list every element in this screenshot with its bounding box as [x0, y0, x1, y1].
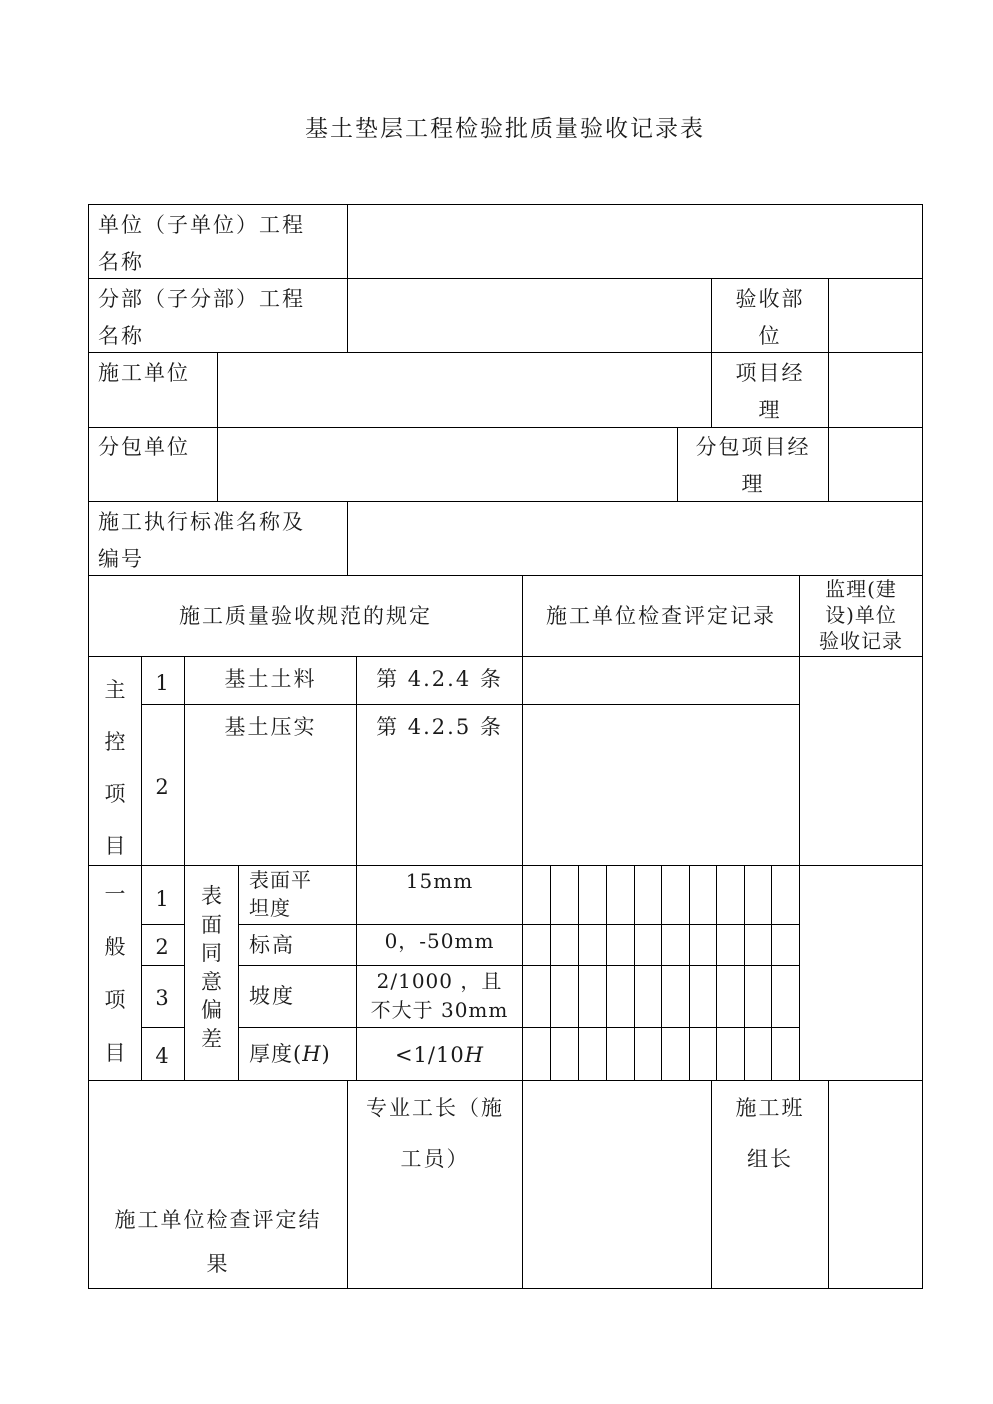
- supervision-header-cont: 设)单位: [825, 603, 897, 627]
- foreman-label: 专业工长（施: [366, 1096, 504, 1120]
- project-manager-label: 项目经: [735, 361, 805, 385]
- item-tolerance-cont: 不大于 30mm: [370, 998, 509, 1022]
- surface-deviation-label: 表 面 同 意 偏 差: [201, 884, 222, 1051]
- unit-project-name-field[interactable]: [349, 206, 921, 277]
- standard-name-field[interactable]: [349, 503, 921, 574]
- subcontract-manager-label-cont: 理: [741, 472, 765, 496]
- check-record-header: 施工单位检查评定记录: [546, 604, 776, 628]
- col-divider: [347, 501, 348, 576]
- team-leader-label: 施工班: [735, 1096, 805, 1120]
- check-record-field[interactable]: [524, 658, 798, 703]
- item-number: 2: [155, 935, 171, 959]
- subcontract-unit-label: 分包单位: [98, 435, 190, 459]
- row-divider: [88, 575, 923, 576]
- accept-part-label: 验收部: [735, 287, 805, 311]
- item-name: 基土压实: [224, 715, 317, 739]
- row-divider: [88, 865, 923, 866]
- col-divider: [828, 278, 829, 502]
- col-divider: [217, 352, 218, 502]
- unit-project-label-cont: 名称: [98, 250, 144, 274]
- col-divider: [522, 575, 523, 1081]
- item-number: 2: [155, 775, 171, 799]
- sub-project-label: 分部（子分部）工程: [98, 287, 305, 311]
- table-border-top: [88, 204, 923, 205]
- item-name: 厚度(H): [249, 1042, 331, 1066]
- item-tolerance: 2/1000 ，且: [376, 969, 503, 993]
- construction-unit-label: 施工单位: [98, 361, 190, 385]
- table-border-bottom: [88, 1288, 923, 1289]
- measurement-grid[interactable]: [524, 867, 798, 1079]
- sub-project-name-field[interactable]: [349, 280, 710, 351]
- item-tolerance: <1/10H: [394, 1043, 485, 1067]
- item-number: 1: [155, 887, 171, 911]
- item-number: 4: [155, 1044, 171, 1068]
- page-title: 基土垫层工程检验批质量验收记录表: [305, 116, 705, 142]
- col-divider: [238, 865, 239, 1081]
- standard-label: 施工执行标准名称及: [98, 510, 305, 534]
- spec-header: 施工质量验收规范的规定: [179, 604, 432, 628]
- team-leader-signature-field[interactable]: [830, 1082, 921, 1287]
- row-divider: [141, 1027, 185, 1028]
- accept-part-field[interactable]: [830, 280, 921, 351]
- col-divider: [347, 204, 348, 353]
- item-clause: 第 4.2.5 条: [376, 715, 503, 739]
- foreman-signature-field[interactable]: [524, 1082, 710, 1287]
- supervision-record-field[interactable]: [801, 658, 921, 864]
- subcontract-unit-field[interactable]: [219, 429, 676, 500]
- construction-unit-field[interactable]: [219, 354, 710, 426]
- subcontract-manager-label: 分包项目经: [695, 435, 811, 459]
- general-items-label: 一 般 项 目: [104, 882, 126, 1065]
- item-number: 3: [155, 986, 171, 1010]
- accept-part-label-cont: 位: [758, 324, 782, 348]
- table-border-right: [922, 204, 923, 1289]
- col-divider: [522, 1080, 523, 1289]
- row-divider: [88, 278, 923, 279]
- row-divider: [88, 1080, 923, 1081]
- item-tolerance: 15mm: [405, 869, 474, 893]
- col-divider: [141, 656, 142, 1081]
- item-name: 标高: [249, 933, 295, 957]
- team-leader-label-cont: 组长: [747, 1147, 793, 1171]
- item-number: 1: [155, 671, 171, 695]
- construction-result-label-cont: 果: [206, 1252, 230, 1276]
- subcontract-manager-field[interactable]: [830, 429, 921, 500]
- unit-project-label: 单位（子单位）工程: [98, 213, 305, 237]
- row-divider: [88, 656, 923, 657]
- main-control-label: 主 控 项 目: [104, 678, 126, 858]
- standard-label-cont: 编号: [98, 547, 144, 571]
- col-divider: [828, 1080, 829, 1289]
- check-record-field[interactable]: [524, 706, 798, 864]
- row-divider: [141, 924, 185, 925]
- supervision-header-cont2: 验收记录: [819, 629, 903, 653]
- sub-project-label-cont: 名称: [98, 324, 144, 348]
- item-clause: 第 4.2.4 条: [376, 667, 503, 691]
- item-name: 表面平: [249, 868, 312, 892]
- item-name: 基土土料: [224, 667, 317, 691]
- construction-result-label: 施工单位检查评定结: [114, 1208, 322, 1232]
- item-name: 坡度: [249, 984, 295, 1008]
- project-manager-label-cont: 理: [758, 398, 782, 422]
- foreman-label-cont: 工员）: [400, 1147, 470, 1171]
- item-name-cont: 坦度: [249, 896, 291, 920]
- supervision-general-field[interactable]: [801, 867, 921, 1079]
- item-tolerance: 0，-50mm: [384, 929, 495, 953]
- supervision-header: 监理(建: [825, 577, 897, 601]
- row-divider: [141, 704, 800, 705]
- project-manager-field[interactable]: [830, 354, 921, 426]
